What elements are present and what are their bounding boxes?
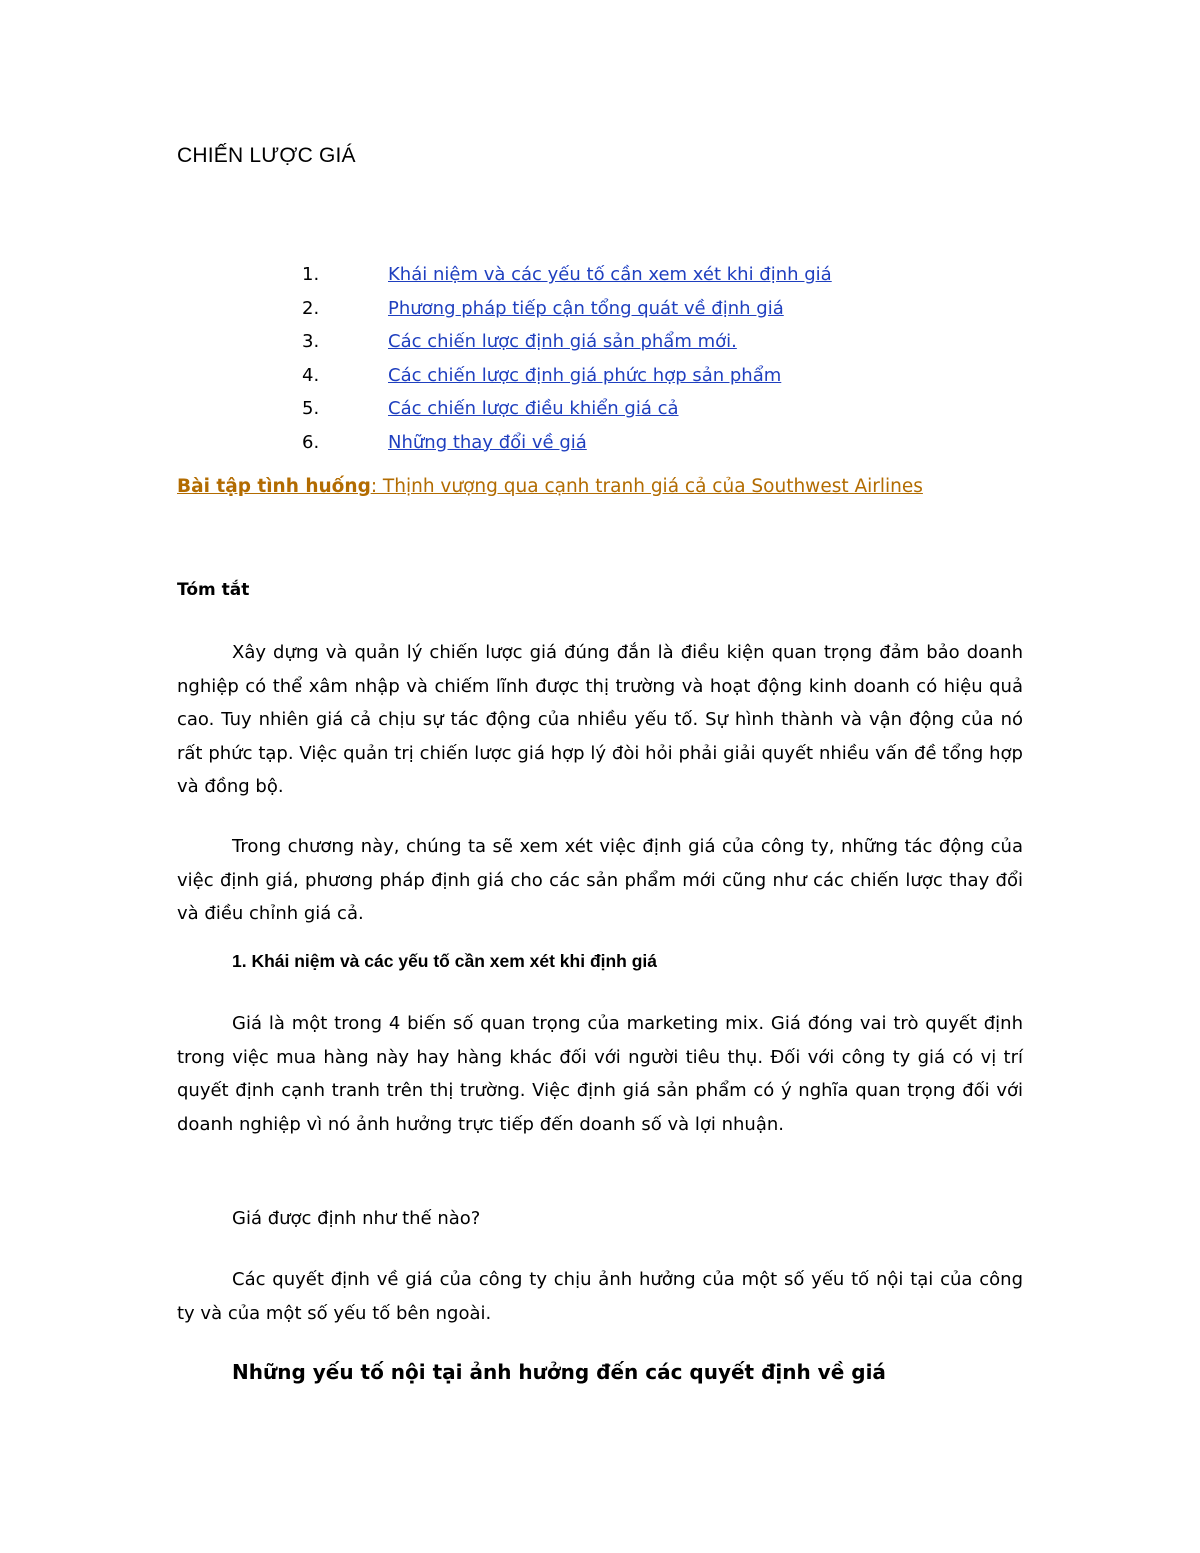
toc-link-price-adjustment[interactable]: Các chiến lược điều khiển giá cả xyxy=(388,398,679,420)
internal-factors-heading: Những yếu tố nội tại ảnh hưởng đến các quyết định về giá xyxy=(232,1360,886,1384)
section-1-paragraph-2: Các quyết định về giá của công ty chịu ảnh hưởng của một số yếu tố nội tại của công ty và của một số yếu tố bên ngoài. xyxy=(177,1269,1023,1324)
section-1-paragraph-1: Giá là một trong 4 biến số quan trọng của marketing mix. Giá đóng vai trò quyết định trong việc mua hàng này hay hàng khác đối với người tiêu thụ. Đối với công ty giá có vị trí quyết định cạnh tranh trên thị trường. Việc định giá sản phẩm có ý nghĩa quan trọng đối với doanh nghiệp vì nó ảnh hưởng trực tiếp đến doanh số và lợi nhuận. xyxy=(177,1013,1023,1135)
summary-paragraph-2: Trong chương này, chúng ta sẽ xem xét việc định giá của công ty, những tác động của việc định giá, phương pháp định giá cho các sản phẩm mới cũng như các chiến lược thay đổi và điều chỉnh giá cả. xyxy=(177,836,1023,924)
summary-paragraph-1: Xây dựng và quản lý chiến lược giá đúng đắn là điều kiện quan trọng đảm bảo doanh nghiệp có thể xâm nhập và chiếm lĩnh được thị trường và hoạt động kinh doanh có hiệu quả cao. Tuy nhiên giá cả chịu sự tác động của nhiều yếu tố. Sự hình thành và vận động của nó rất phức tạp. Việc quản trị chiến lược giá hợp lý đòi hỏi phải giải quyết nhiều vấn đề tổng hợp và đồng bộ. xyxy=(177,642,1023,797)
toc-number: 3. xyxy=(302,331,320,353)
toc-number: 4. xyxy=(302,364,320,386)
toc-number: 6. xyxy=(302,431,320,453)
toc-number: 2. xyxy=(302,297,320,319)
case-study-label: Bài tập tình huống xyxy=(177,476,371,497)
section-1-question: Giá được định như thế nào? xyxy=(232,1208,481,1229)
toc-link-pricing-concepts[interactable]: Khái niệm và các yếu tố cần xem xét khi định giá xyxy=(388,264,832,286)
toc-item xyxy=(302,258,832,292)
case-study-link[interactable] xyxy=(177,476,923,497)
toc-link-new-product-pricing[interactable]: Các chiến lược định giá sản phẩm mới. xyxy=(388,331,737,353)
toc-link-price-changes[interactable]: Những thay đổi về giá xyxy=(388,431,587,453)
toc-item xyxy=(302,426,832,460)
document-title: CHIẾN LƯỢC GIÁ xyxy=(177,144,356,167)
toc-number: 5. xyxy=(302,398,320,420)
table-of-contents xyxy=(302,258,832,459)
toc-item xyxy=(302,292,832,326)
toc-item xyxy=(302,392,832,426)
toc-link-product-mix-pricing[interactable]: Các chiến lược định giá phức hợp sản phẩm xyxy=(388,364,782,386)
toc-item xyxy=(302,325,832,359)
section-1-heading: 1. Khái niệm và các yếu tố cần xem xét khi định giá xyxy=(232,951,658,971)
toc-number: 1. xyxy=(302,264,320,286)
case-study-text: : Thịnh vượng qua cạnh tranh giá cả của Southwest Airlines xyxy=(370,476,923,497)
toc-link-pricing-approaches[interactable]: Phương pháp tiếp cận tổng quát về định giá xyxy=(388,297,784,319)
toc-item xyxy=(302,359,832,393)
summary-heading: Tóm tắt xyxy=(177,580,250,600)
